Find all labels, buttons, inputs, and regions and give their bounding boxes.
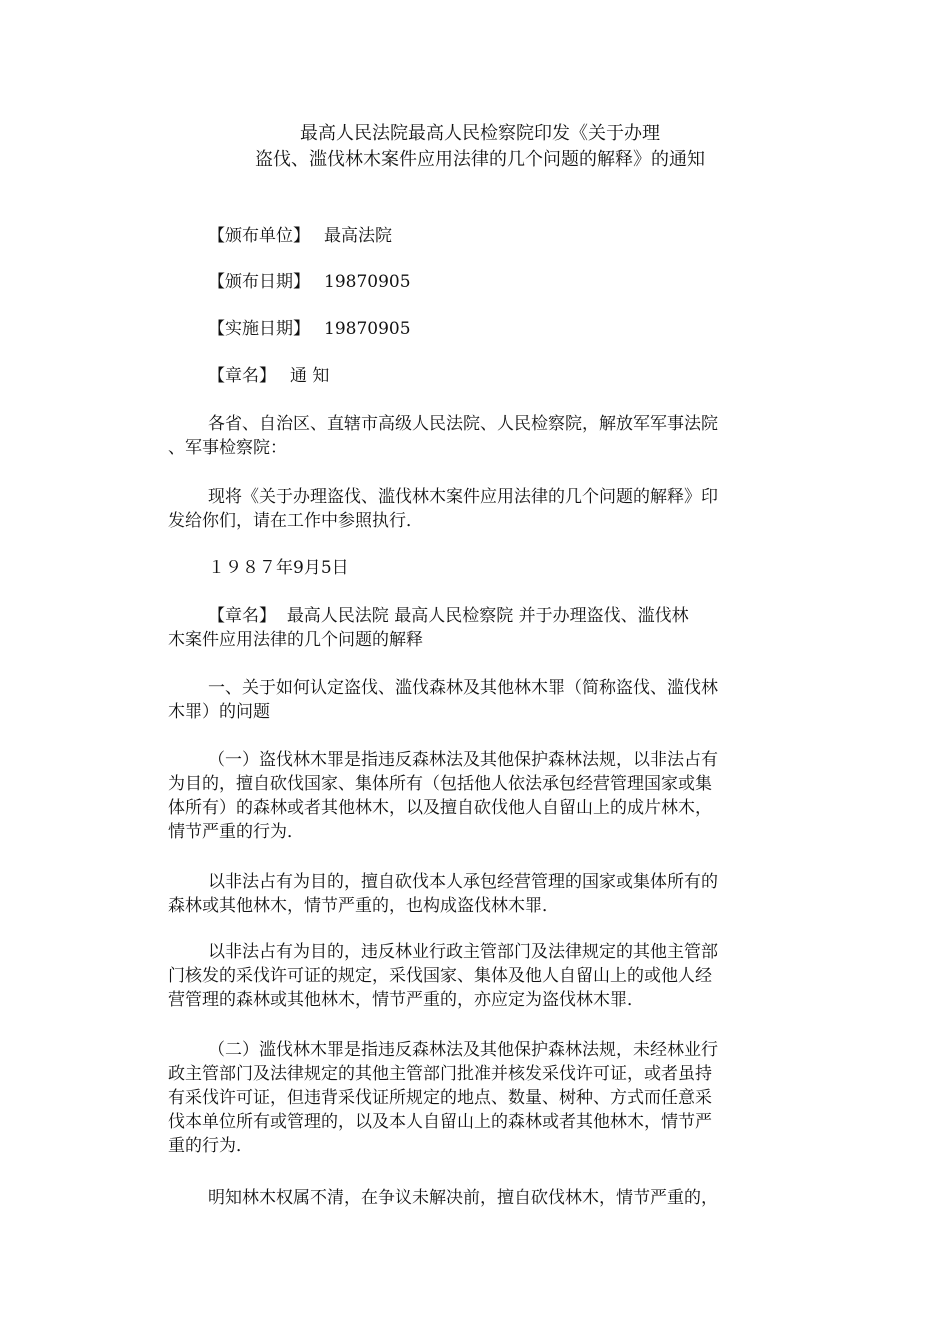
- paragraph-item-1c: [168, 940, 788, 1012]
- meta-chapter: [208, 364, 329, 388]
- paragraph-item-1: [168, 748, 788, 844]
- chapter-label: 【章名】: [208, 606, 276, 626]
- paragraph-line: 木罪）的问题: [168, 702, 270, 722]
- paragraph-line: 有采伐许可证，但违背采伐证所规定的地点、数量、树种、方式而任意采: [168, 1088, 712, 1108]
- paragraph-line: 体所有）的森林或者其他林木，以及擅自砍伐他人自留山上的成片林木，: [168, 798, 712, 818]
- paragraph-line: 伐本单位所有或管理的，以及本人自留山上的森林或者其他林木，情节严: [168, 1112, 712, 1132]
- paragraph-notice: [168, 485, 788, 533]
- paragraph-item-2: [168, 1038, 788, 1158]
- paragraph-line: 木案件应用法律的几个问题的解释: [168, 630, 423, 650]
- paragraph-line: １９８７年9月5日: [208, 558, 349, 578]
- paragraph-line: 发给你们，请在工作中参照执行．: [168, 511, 423, 531]
- paragraph-line: 明知林木权属不清，在争议未解决前，擅自砍伐林木，情节严重的，: [208, 1188, 718, 1208]
- meta-value: 最高法院: [324, 226, 392, 246]
- paragraph-line: 为目的，擅自砍伐国家、集体所有（包括他人依法承包经营管理国家或集: [168, 774, 712, 794]
- paragraph-line: 重的行为．: [168, 1136, 253, 1156]
- paragraph-line: 以非法占有为目的，擅自砍伐本人承包经营管理的国家或集体所有的: [208, 872, 718, 892]
- meta-value: 19870905: [324, 272, 411, 292]
- meta-issuer: [208, 224, 392, 248]
- paragraph-line: 一、关于如何认定盗伐、滥伐森林及其他林木罪（简称盗伐、滥伐林: [208, 678, 718, 698]
- meta-value: 19870905: [324, 319, 411, 339]
- paragraph-line: 、军事检察院：: [168, 438, 287, 458]
- paragraph-line: 现将《关于办理盗伐、滥伐林木案件应用法律的几个问题的解释》印: [208, 487, 718, 507]
- paragraph-section-1: [168, 676, 788, 724]
- paragraph-recipients: [168, 412, 788, 460]
- paragraph-line: [168, 604, 788, 628]
- meta-value: 通 知: [290, 366, 330, 386]
- paragraph-chapter-2: [168, 604, 788, 652]
- document-title: [170, 121, 790, 173]
- paragraph-line: 营管理的森林或其他林木，情节严重的，亦应定为盗伐林木罪．: [168, 990, 644, 1010]
- meta-label: 【颁布单位】: [208, 226, 310, 246]
- meta-effective-date: [208, 317, 411, 341]
- title-line: 盗伐、滥伐林木案件应用法律的几个问题的解释》的通知: [255, 149, 705, 170]
- paragraph-line: 门核发的采伐许可证的规定，采伐国家、集体及他人自留山上的或他人经: [168, 966, 712, 986]
- paragraph-line: 各省、自治区、直辖市高级人民法院、人民检察院，解放军军事法院: [208, 414, 718, 434]
- paragraph-line: （一）盗伐林木罪是指违反森林法及其他保护森林法规，以非法占有: [208, 750, 718, 770]
- paragraph-line: 政主管部门及法律规定的其他主管部门批准并核发采伐许可证，或者虽持: [168, 1064, 712, 1084]
- paragraph-item-1b: [168, 870, 788, 918]
- meta-label: 【实施日期】: [208, 319, 310, 339]
- title-line: 最高人民法院最高人民检察院印发《关于办理: [300, 123, 660, 144]
- paragraph-date: [168, 556, 788, 580]
- paragraph-line: 情节严重的行为．: [168, 822, 304, 842]
- meta-issue-date: [208, 270, 411, 294]
- paragraph-line: （二）滥伐林木罪是指违反森林法及其他保护森林法规，未经林业行: [208, 1040, 718, 1060]
- meta-label: 【颁布日期】: [208, 272, 310, 292]
- paragraph-line: 森林或其他林木，情节严重的，也构成盗伐林木罪．: [168, 896, 559, 916]
- paragraph-line: 以非法占有为目的，违反林业行政主管部门及法律规定的其他主管部: [208, 942, 718, 962]
- meta-label: 【章名】: [208, 366, 276, 386]
- paragraph-item-2b: [168, 1186, 788, 1210]
- chapter-value: 最高人民法院 最高人民检察院 并于办理盗伐、滥伐林: [286, 606, 689, 626]
